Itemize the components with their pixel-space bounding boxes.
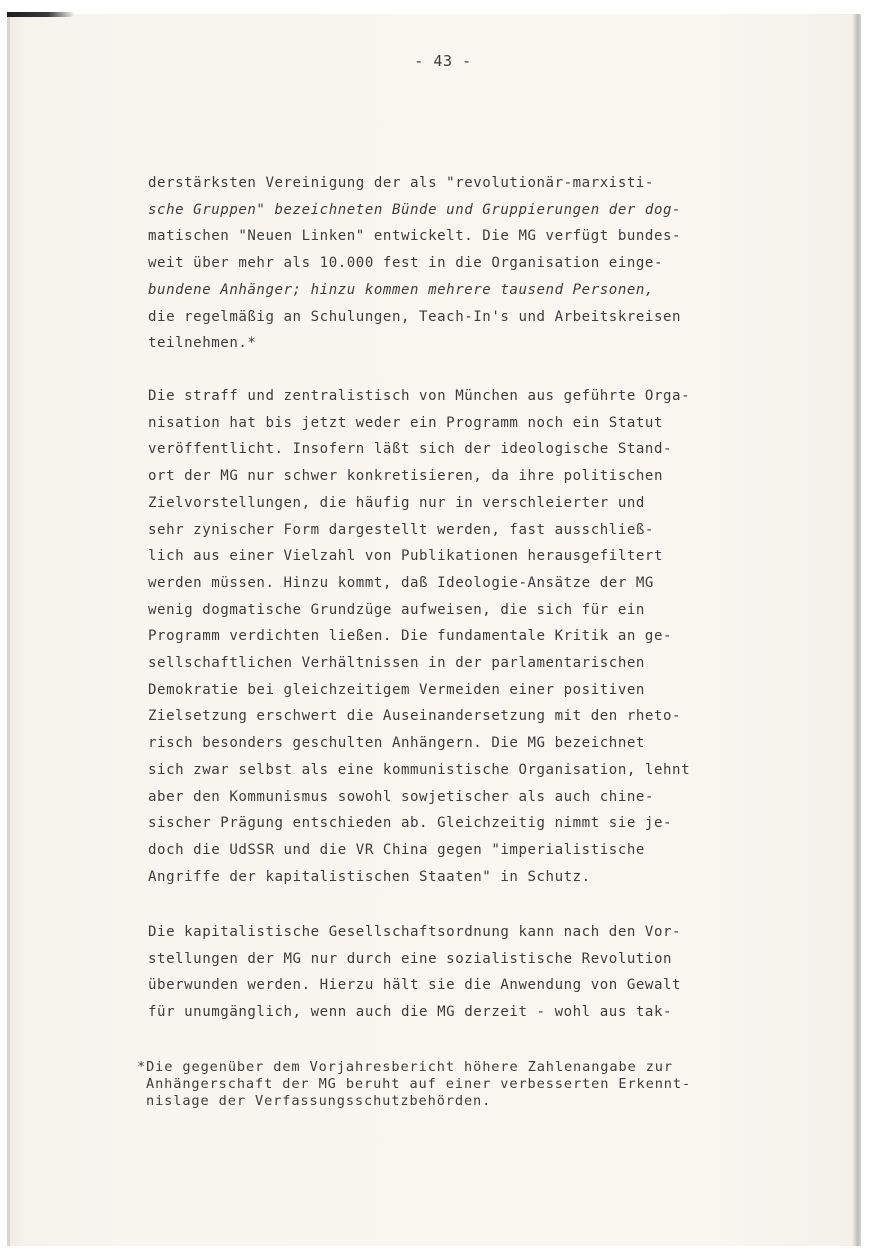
- text-line: Zielvorstellungen, die häufig nur in verschleierter und: [148, 494, 645, 511]
- text-line: aber den Kommunismus sowohl sowjetischer als auch chine-: [148, 788, 654, 805]
- paragraph-3: [148, 919, 681, 1026]
- text-line: veröffentlicht. Insofern läßt sich der ideologische Stand-: [148, 441, 673, 458]
- text-line: matischen "Neuen Linken" entwickelt. Die MG verfügt bundes-: [148, 228, 682, 245]
- text-line: Demokratie bei gleichzeitigem Vermeiden einer positiven: [148, 681, 645, 698]
- text-line: sischer Prägung entschieden ab. Gleichzeitig nimmt sie je-: [148, 815, 673, 832]
- text-line: Programm verdichten ließen. Die fundamentale Kritik an ge-: [148, 628, 673, 645]
- paragraph-2: [148, 383, 690, 890]
- footnote: [137, 1059, 691, 1109]
- text-line: weit über mehr als 10.000 fest in die Organisation einge-: [148, 255, 664, 272]
- text-line: werden müssen. Hinzu kommt, daß Ideologie-Ansätze der MG: [148, 574, 654, 591]
- text-line: doch die UdSSR und die VR China gegen "imperialistische: [148, 841, 645, 858]
- text-line: Angriffe der kapitalistischen Staaten" in Schutz.: [148, 868, 591, 885]
- footnote-line: Anhängerschaft der MG beruht auf einer verbesserten Erkennt-: [146, 1075, 692, 1092]
- footnote-line: nislage der Verfassungsschutzbehörden.: [146, 1092, 492, 1109]
- text-line: sellschaftlichen Verhältnissen in der parlamentarischen: [148, 655, 645, 672]
- text-line: lich aus einer Vielzahl von Publikationen herausgefiltert: [148, 548, 664, 565]
- text-line: überwunden werden. Hierzu hält sie die Anwendung von Gewalt: [148, 977, 682, 994]
- text-line: sich zwar selbst als eine kommunistische Organisation, lehnt: [148, 761, 691, 778]
- text-line: risch besonders geschulten Anhängern. Die MG bezeichnet: [148, 735, 645, 752]
- text-line: ort der MG nur schwer konkretisieren, da ihre politischen: [148, 468, 664, 485]
- page-number: - 43 -: [414, 52, 472, 70]
- paper-left-edge: [7, 14, 10, 1246]
- text-line: Zielsetzung erschwert die Auseinandersetzung mit den rheto-: [148, 708, 682, 725]
- text-line: Die straff und zentralistisch von München aus geführte Orga-: [148, 388, 691, 404]
- scan-corner-shadow: [7, 12, 75, 17]
- footnote-line: *Die gegenüber dem Vorjahresbericht höhere Zahlenangabe zur: [137, 1059, 673, 1075]
- text-line: die regelmäßig an Schulungen, Teach-In's und Arbeitskreisen: [148, 308, 682, 325]
- text-line: stellungen der MG nur durch eine sozialistische Revolution: [148, 950, 673, 967]
- paragraph-1: [148, 170, 681, 357]
- text-line: derstärksten Vereinigung der als "revolutionär-marxisti-: [148, 175, 654, 191]
- text-line: teilnehmen.*: [148, 335, 257, 352]
- text-line: bundene Anhänger; hinzu kommen mehrere tausend Personen,: [148, 281, 654, 298]
- text-line: sche Gruppen" bezeichneten Bünde und Gruppierungen der dog-: [148, 201, 682, 218]
- text-line: Die kapitalistische Gesellschaftsordnung kann nach den Vor-: [148, 924, 682, 940]
- text-line: wenig dogmatische Grundzüge aufweisen, die sich für ein: [148, 601, 645, 618]
- text-line: für unumgänglich, wenn auch die MG derzeit - wohl aus tak-: [148, 1004, 673, 1021]
- text-line: nisation hat bis jetzt weder ein Programm noch ein Statut: [148, 414, 664, 431]
- text-line: sehr zynischer Form dargestellt werden, fast ausschließ-: [148, 521, 654, 538]
